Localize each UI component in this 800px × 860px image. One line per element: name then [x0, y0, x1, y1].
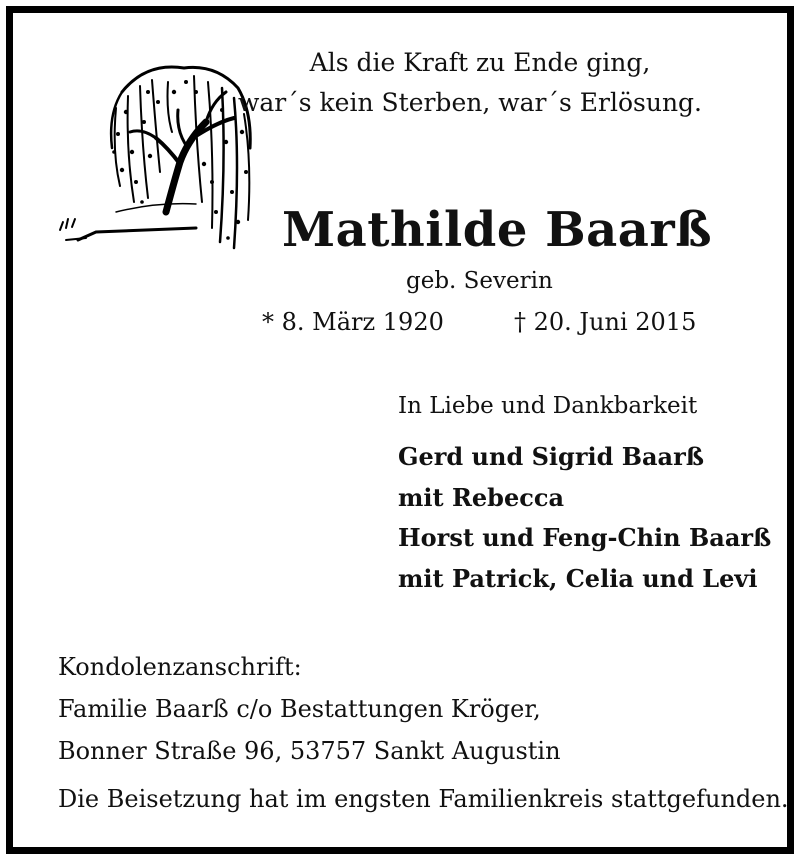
- dedication-line: In Liebe und Dankbarkeit: [398, 393, 698, 419]
- burial-note: Die Beisetzung hat im engsten Familienkreis stattgefunden.: [58, 785, 789, 813]
- family-line: Gerd und Sigrid Baarß: [398, 442, 704, 471]
- deceased-name: Mathilde Baarß: [282, 202, 713, 258]
- weeping-willow-icon: [56, 52, 266, 252]
- birth-date: * 8. März 1920: [262, 308, 444, 336]
- family-line: mit Rebecca: [398, 483, 564, 512]
- family-line: mit Patrick, Celia und Levi: [398, 564, 758, 593]
- condolence-address-line-2: Bonner Straße 96, 53757 Sankt Augustin: [58, 737, 561, 765]
- family-line: Horst und Feng-Chin Baarß: [398, 523, 772, 552]
- birth-name: geb. Severin: [406, 268, 553, 294]
- death-date: † 20. Juni 2015: [514, 308, 697, 336]
- condolence-heading: Kondolenzanschrift:: [58, 653, 302, 681]
- motto-line-1: Als die Kraft zu Ende ging,: [309, 48, 651, 77]
- motto-line-2: war´s kein Sterben, war´s Erlösung.: [238, 88, 702, 117]
- condolence-address-line-1: Familie Baarß c/o Bestattungen Kröger,: [58, 695, 541, 723]
